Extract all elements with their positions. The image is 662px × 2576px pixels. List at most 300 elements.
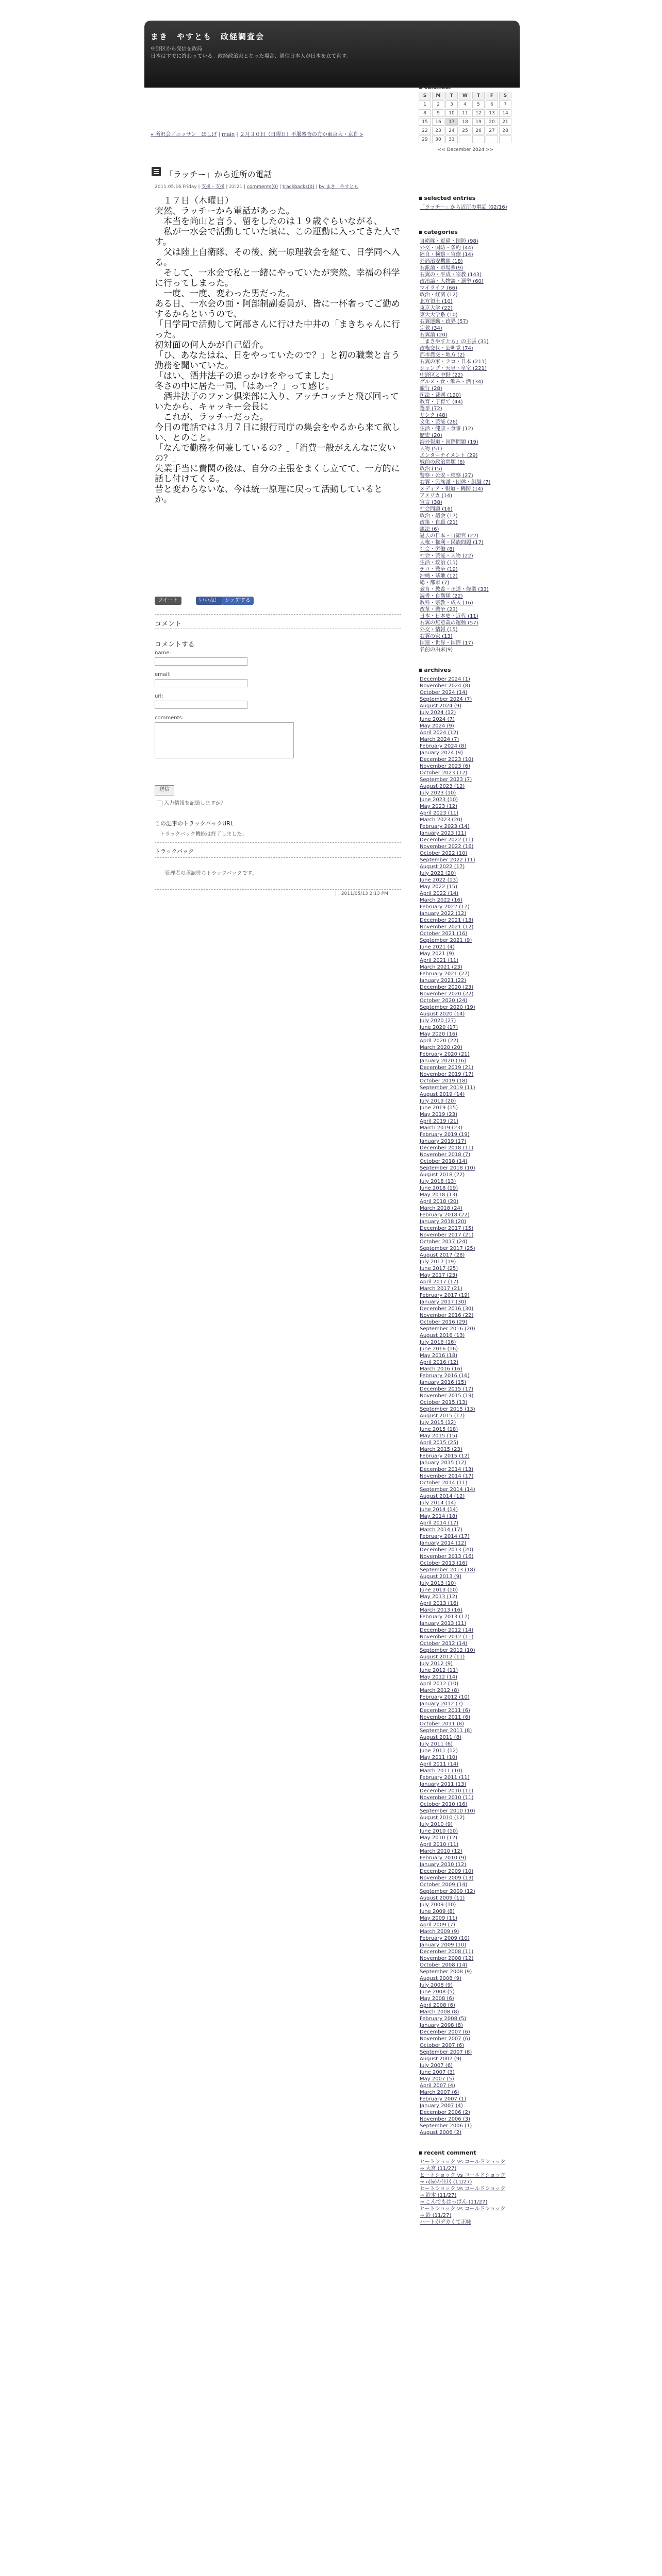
archive-link[interactable]: January 2013 (11): [420, 1621, 467, 1626]
remember-checkbox[interactable]: [157, 801, 162, 806]
archive-link[interactable]: January 2015 (12): [420, 1460, 467, 1466]
archive-link[interactable]: April 2007 (4): [420, 2083, 455, 2089]
archive-link[interactable]: August 2019 (14): [420, 1092, 465, 1097]
next-entry-link[interactable]: ２月３０日（日曜日）不服審査の方か東京大・京自 »: [239, 132, 363, 138]
archive-link[interactable]: January 2023 (11): [420, 831, 467, 836]
archive-link[interactable]: September 2019 (11): [420, 1085, 475, 1091]
calendar-day[interactable]: 31: [445, 135, 458, 143]
category-link[interactable]: 政治 (15): [420, 466, 442, 472]
calendar-day[interactable]: 26: [472, 127, 485, 134]
archive-link[interactable]: May 2020 (16): [420, 1031, 458, 1037]
archive-link[interactable]: October 2024 (14): [420, 690, 468, 696]
recent-comment-link[interactable]: → 司屋の住居 (11/27): [420, 2179, 472, 2185]
category-link[interactable]: 外交・情報 (15): [420, 627, 458, 633]
archive-link[interactable]: December 2014 (13): [420, 1467, 474, 1472]
archive-link[interactable]: May 2019 (23): [420, 1112, 458, 1117]
archive-link[interactable]: June 2008 (5): [420, 1989, 455, 1995]
archive-link[interactable]: July 2013 (10): [420, 1581, 456, 1586]
archive-link[interactable]: July 2014 (14): [420, 1500, 456, 1506]
category-link[interactable]: 海外報道・国際問題 (19): [420, 439, 478, 445]
archive-link[interactable]: April 2016 (12): [420, 1360, 459, 1365]
archive-link[interactable]: July 2015 (12): [420, 1420, 456, 1426]
archive-link[interactable]: March 2015 (23): [420, 1447, 462, 1452]
category-link[interactable]: 歴史 (20): [420, 433, 442, 438]
recent-comment-link[interactable]: ヒートショック vs コールドショック: [420, 2186, 506, 2192]
category-link[interactable]: 「まきやすとも」の主張 (31): [420, 339, 489, 345]
archive-link[interactable]: December 2017 (15): [420, 1226, 474, 1231]
archive-link[interactable]: July 2024 (12): [420, 710, 456, 716]
archive-link[interactable]: December 2022 (11): [420, 837, 474, 843]
category-link[interactable]: 外局治安機関 (18): [420, 259, 463, 264]
calendar-day[interactable]: 1: [419, 100, 431, 108]
category-link[interactable]: 右翼の無意義の運動 (57): [420, 620, 478, 626]
archive-link[interactable]: June 2016 (16): [420, 1346, 458, 1352]
archive-link[interactable]: October 2017 (24): [420, 1239, 468, 1245]
site-title[interactable]: まき やすとも 政経調査会: [151, 32, 265, 41]
archive-link[interactable]: August 2024 (9): [420, 703, 461, 709]
entry-category-link[interactable]: 支援・支援: [201, 184, 225, 190]
entry-title[interactable]: 「ラッチー」から近所の電話: [165, 170, 272, 179]
archive-link[interactable]: March 2023 (20): [420, 817, 462, 823]
recent-comment-link[interactable]: → こんでもはっぱん (11/27): [420, 2199, 488, 2205]
archive-link[interactable]: August 2013 (9): [420, 1574, 461, 1580]
archive-link[interactable]: October 2011 (8): [420, 1721, 464, 1727]
archive-link[interactable]: January 2022 (12): [420, 911, 467, 917]
archive-link[interactable]: May 2013 (12): [420, 1594, 458, 1600]
archive-link[interactable]: August 2009 (11): [420, 1895, 465, 1901]
archive-link[interactable]: December 2013 (20): [420, 1547, 474, 1553]
name-field[interactable]: [155, 657, 247, 666]
category-link[interactable]: 右翼論 (20): [420, 332, 448, 338]
category-link[interactable]: 宗教 (34): [420, 326, 442, 331]
archive-link[interactable]: May 2023 (12): [420, 804, 458, 809]
archive-link[interactable]: February 2013 (17): [420, 1614, 470, 1620]
archive-link[interactable]: May 2010 (12): [420, 1835, 458, 1841]
archive-link[interactable]: February 2008 (5): [420, 2016, 467, 2022]
archive-link[interactable]: July 2011 (6): [420, 1741, 453, 1747]
archive-link[interactable]: March 2017 (21): [420, 1286, 462, 1292]
category-link[interactable]: 政治・経済 (12): [420, 292, 458, 298]
archive-link[interactable]: September 2023 (7): [420, 777, 472, 783]
archive-link[interactable]: January 2009 (10): [420, 1942, 467, 1948]
calendar-day[interactable]: 6: [486, 100, 498, 108]
prev-entry-link[interactable]: « 所沢会／ニッサン ほしげ: [151, 132, 217, 138]
calendar-day[interactable]: 7: [499, 100, 511, 108]
category-link[interactable]: 外交・国防・条約 (44): [420, 245, 473, 251]
archive-link[interactable]: January 2020 (16): [420, 1058, 467, 1064]
archive-link[interactable]: September 2018 (10): [420, 1165, 475, 1171]
archive-link[interactable]: June 2021 (4): [420, 944, 455, 950]
calendar-day[interactable]: 28: [499, 127, 511, 134]
archive-link[interactable]: July 2016 (16): [420, 1340, 456, 1345]
calendar-day[interactable]: 20: [486, 118, 498, 126]
archive-link[interactable]: February 2015 (12): [420, 1453, 470, 1459]
archive-link[interactable]: August 2012 (11): [420, 1654, 465, 1660]
recent-comment-link[interactable]: ヒートショック vs コールドショック: [420, 2206, 506, 2212]
archive-link[interactable]: March 2018 (24): [420, 1206, 462, 1211]
archive-link[interactable]: April 2024 (12): [420, 730, 459, 736]
archive-link[interactable]: March 2013 (16): [420, 1607, 462, 1613]
comments-textarea[interactable]: [155, 722, 294, 758]
archive-link[interactable]: July 2019 (20): [420, 1098, 456, 1104]
category-link[interactable]: 社会・労働 (8): [420, 547, 455, 552]
archive-link[interactable]: May 2018 (13): [420, 1192, 458, 1198]
archive-link[interactable]: November 2015 (19): [420, 1393, 474, 1399]
archive-link[interactable]: February 2012 (10): [420, 1694, 470, 1700]
archive-link[interactable]: August 2016 (13): [420, 1333, 465, 1338]
trackbacks-link[interactable]: trackbacks(0): [282, 184, 315, 190]
category-link[interactable]: 教育・教養・正道・修業 (33): [420, 587, 489, 592]
category-link[interactable]: 教科・宗教・成入 (16): [420, 600, 473, 606]
category-link[interactable]: 旅行 (28): [420, 386, 442, 392]
category-link[interactable]: 人権・権利・民族問題 (17): [420, 540, 484, 546]
archive-link[interactable]: November 2019 (17): [420, 1072, 474, 1077]
archive-link[interactable]: May 2008 (6): [420, 1996, 454, 2002]
archive-link[interactable]: March 2014 (17): [420, 1527, 462, 1533]
category-link[interactable]: アメリカ (14): [420, 493, 453, 499]
archive-link[interactable]: September 2016 (20): [420, 1326, 475, 1332]
archive-link[interactable]: November 2016 (22): [420, 1313, 474, 1318]
calendar-day[interactable]: 19: [472, 118, 485, 126]
archive-link[interactable]: May 2014 (18): [420, 1514, 458, 1519]
category-link[interactable]: 戦前の政治問題 (6): [420, 460, 465, 465]
archive-link[interactable]: November 2018 (7): [420, 1152, 470, 1158]
category-link[interactable]: エンターテイメント (29): [420, 453, 478, 459]
archive-link[interactable]: August 2006 (2): [420, 2130, 461, 2136]
category-link[interactable]: 社会問題 (16): [420, 506, 453, 512]
archive-link[interactable]: October 2014 (11): [420, 1480, 468, 1486]
archive-link[interactable]: October 2021 (16): [420, 931, 468, 937]
archive-link[interactable]: August 2018 (22): [420, 1172, 465, 1178]
calendar-day[interactable]: 4: [459, 100, 471, 108]
calendar-day[interactable]: 11: [459, 109, 471, 117]
archive-link[interactable]: March 2021 (23): [420, 964, 462, 970]
archive-link[interactable]: February 2010 (9): [420, 1855, 467, 1861]
archive-link[interactable]: February 2009 (10): [420, 1936, 470, 1941]
category-link[interactable]: テロ・戦争 (19): [420, 567, 458, 572]
archive-link[interactable]: February 2021 (27): [420, 971, 470, 977]
archive-link[interactable]: June 2013 (10): [420, 1587, 458, 1593]
archive-link[interactable]: February 2014 (17): [420, 1534, 470, 1539]
archive-link[interactable]: September 2013 (18): [420, 1567, 475, 1573]
archive-link[interactable]: May 2024 (9): [420, 723, 454, 729]
calendar-day[interactable]: 21: [499, 118, 511, 126]
archive-link[interactable]: April 2011 (14): [420, 1761, 459, 1767]
category-link[interactable]: 司法・裁判 (120): [420, 393, 461, 398]
archive-link[interactable]: March 2019 (23): [420, 1125, 462, 1131]
archive-link[interactable]: December 2009 (10): [420, 1869, 474, 1874]
calendar-day[interactable]: 29: [419, 135, 431, 143]
archive-link[interactable]: October 2010 (16): [420, 1802, 468, 1807]
category-link[interactable]: 政権交代・公明党 (74): [420, 346, 473, 351]
recent-comment-link[interactable]: ヒートショック vs コールドショック: [420, 2159, 506, 2165]
archive-link[interactable]: April 2010 (11): [420, 1842, 459, 1848]
category-link[interactable]: 文化・芸能 (26): [420, 419, 458, 425]
archive-link[interactable]: April 2023 (11): [420, 810, 459, 816]
category-link[interactable]: リンク (48): [420, 413, 448, 418]
archive-link[interactable]: January 2012 (7): [420, 1701, 463, 1707]
archive-link[interactable]: December 2006 (2): [420, 2110, 470, 2115]
archive-link[interactable]: September 2021 (9): [420, 938, 472, 943]
category-link[interactable]: 人物 (51): [420, 446, 442, 452]
calendar-day[interactable]: 15: [419, 118, 431, 126]
archive-link[interactable]: February 2022 (17): [420, 904, 470, 910]
category-link[interactable]: マイライフ (66): [420, 285, 457, 291]
archive-link[interactable]: March 2020 (20): [420, 1045, 462, 1050]
archive-link[interactable]: April 2017 (17): [420, 1279, 459, 1285]
archive-link[interactable]: November 2021 (12): [420, 924, 474, 930]
category-link[interactable]: 政策・自殺 (21): [420, 520, 458, 526]
archive-link[interactable]: March 2008 (8): [420, 2009, 459, 2015]
category-link[interactable]: 名前の由来(9): [420, 647, 453, 653]
archive-link[interactable]: January 2007 (4): [420, 2103, 463, 2109]
archive-link[interactable]: June 2022 (13): [420, 877, 458, 883]
archive-link[interactable]: May 2015 (15): [420, 1433, 458, 1439]
archive-link[interactable]: December 2019 (21): [420, 1065, 474, 1071]
archive-link[interactable]: January 2021 (22): [420, 978, 467, 984]
category-link[interactable]: 国連・世界・国際 (17): [420, 640, 473, 646]
category-link[interactable]: 陸自・検察・官僚 (14): [420, 252, 473, 258]
archive-link[interactable]: October 2020 (24): [420, 998, 468, 1004]
archive-link[interactable]: April 2021 (11): [420, 958, 459, 963]
archive-link[interactable]: January 2018 (20): [420, 1219, 467, 1225]
archive-link[interactable]: November 2009 (13): [420, 1875, 474, 1881]
archive-link[interactable]: June 2019 (15): [420, 1105, 458, 1111]
archive-link[interactable]: March 2009 (9): [420, 1929, 459, 1935]
archive-link[interactable]: February 2011 (11): [420, 1775, 470, 1781]
archive-link[interactable]: February 2007 (1): [420, 2096, 467, 2102]
archive-link[interactable]: December 2010 (11): [420, 1788, 474, 1794]
archive-link[interactable]: September 2020 (19): [420, 1005, 475, 1010]
archive-link[interactable]: June 2024 (7): [420, 717, 455, 722]
archive-link[interactable]: October 2016 (29): [420, 1319, 468, 1325]
archive-link[interactable]: September 2015 (13): [420, 1406, 475, 1412]
archive-link[interactable]: April 2018 (20): [420, 1199, 459, 1205]
archive-link[interactable]: January 2014 (12): [420, 1540, 467, 1546]
email-field[interactable]: [155, 679, 247, 687]
archive-link[interactable]: August 2008 (9): [420, 1976, 461, 1981]
archive-link[interactable]: June 2014 (14): [420, 1507, 458, 1513]
archive-link[interactable]: September 2010 (10): [420, 1808, 475, 1814]
archive-link[interactable]: September 2022 (11): [420, 857, 475, 863]
category-link[interactable]: 総・都市 (7): [420, 580, 450, 586]
category-link[interactable]: 東京大学 (22): [420, 306, 453, 311]
calendar-day[interactable]: 30: [432, 135, 444, 143]
archive-link[interactable]: November 2017 (21): [420, 1232, 474, 1238]
category-link[interactable]: 日本・日本史・近代 (11): [420, 614, 478, 619]
archive-link[interactable]: January 2017 (30): [420, 1299, 467, 1305]
calendar-day[interactable]: 12: [472, 109, 485, 117]
category-link[interactable]: 中野区と中野 (22): [420, 372, 463, 378]
archive-link[interactable]: February 2017 (19): [420, 1293, 470, 1298]
archive-link[interactable]: May 2012 (14): [420, 1674, 458, 1680]
recent-comment-link[interactable]: → 鈴 (11/27): [420, 2213, 452, 2218]
archive-link[interactable]: December 2015 (17): [420, 1386, 474, 1392]
category-link[interactable]: 選挙 (72): [420, 406, 442, 412]
archive-link[interactable]: August 2007 (9): [420, 2056, 461, 2062]
archive-link[interactable]: July 2007 (6): [420, 2063, 453, 2069]
calendar-day[interactable]: 13: [486, 109, 498, 117]
archive-link[interactable]: December 2021 (13): [420, 918, 474, 923]
category-link[interactable]: 東大大学系 (10): [420, 312, 458, 318]
archive-link[interactable]: September 2014 (14): [420, 1487, 475, 1493]
category-link[interactable]: 右翼・民族派・団体・組織 (7): [420, 480, 491, 485]
category-link[interactable]: 生活・政治 (11): [420, 560, 458, 566]
calendar-nav[interactable]: << December 2024 >>: [437, 147, 494, 152]
archive-link[interactable]: November 2023 (6): [420, 764, 470, 769]
archive-link[interactable]: March 2010 (12): [420, 1849, 462, 1854]
selected-entry-link[interactable]: 「ラッチー」から近所の電話 (02/16): [420, 205, 507, 210]
category-link[interactable]: メディア・報道・機関 (14): [420, 486, 483, 492]
archive-link[interactable]: December 2016 (30): [420, 1306, 474, 1312]
category-link[interactable]: 憲法 (6): [420, 527, 439, 532]
archive-link[interactable]: April 2008 (6): [420, 2003, 455, 2008]
calendar-day[interactable]: 27: [486, 127, 498, 134]
archive-link[interactable]: December 2011 (6): [420, 1708, 470, 1714]
archive-link[interactable]: February 2016 (16): [420, 1373, 470, 1379]
calendar-day[interactable]: 25: [459, 127, 471, 134]
archive-link[interactable]: November 2013 (16): [420, 1554, 474, 1560]
archive-link[interactable]: August 2011 (8): [420, 1735, 461, 1740]
archive-link[interactable]: October 2012 (14): [420, 1641, 468, 1647]
archive-link[interactable]: May 2016 (18): [420, 1353, 458, 1359]
archive-link[interactable]: June 2020 (17): [420, 1025, 458, 1030]
archive-link[interactable]: February 2020 (21): [420, 1052, 470, 1057]
archive-link[interactable]: September 2008 (9): [420, 1969, 472, 1975]
archive-link[interactable]: April 2014 (17): [420, 1520, 459, 1526]
archive-link[interactable]: May 2021 (9): [420, 951, 454, 957]
share-button[interactable]: シェアする: [222, 597, 254, 605]
archive-link[interactable]: April 2012 (10): [420, 1681, 459, 1687]
archive-link[interactable]: July 2022 (20): [420, 871, 456, 876]
archive-link[interactable]: April 2019 (21): [420, 1118, 459, 1124]
archive-link[interactable]: March 2012 (8): [420, 1688, 459, 1693]
archive-link[interactable]: January 2016 (15): [420, 1380, 467, 1385]
archive-link[interactable]: June 2009 (8): [420, 1909, 455, 1914]
archive-link[interactable]: February 2023 (14): [420, 824, 470, 829]
archive-link[interactable]: November 2024 (8): [420, 683, 470, 689]
calendar-day[interactable]: 8: [419, 109, 431, 117]
archive-link[interactable]: August 2010 (12): [420, 1815, 465, 1821]
archive-link[interactable]: July 2010 (9): [420, 1822, 453, 1827]
archive-link[interactable]: April 2015 (25): [420, 1440, 459, 1446]
archive-link[interactable]: April 2009 (7): [420, 1922, 455, 1928]
calendar-day[interactable]: 17: [445, 118, 458, 126]
recent-comment-link[interactable]: → 大宮 (11/27): [420, 2166, 457, 2172]
archive-link[interactable]: November 2020 (22): [420, 991, 474, 997]
archive-link[interactable]: December 2023 (10): [420, 757, 474, 762]
submit-button[interactable]: 送信: [155, 785, 174, 795]
archive-link[interactable]: July 2020 (27): [420, 1018, 456, 1024]
tweet-button[interactable]: ツイート: [155, 597, 181, 605]
archive-link[interactable]: March 2024 (7): [420, 737, 459, 742]
category-link[interactable]: 右翼の・平成・宗教 (143): [420, 272, 482, 278]
archive-link[interactable]: August 2022 (17): [420, 864, 465, 870]
recent-comment-link[interactable]: ヒートショック vs コールドショック: [420, 2173, 506, 2178]
category-link[interactable]: 沖縄・基地 (12): [420, 573, 458, 579]
archive-link[interactable]: August 2015 (17): [420, 1413, 465, 1419]
category-link[interactable]: 都市農交・地方 (2): [420, 352, 465, 358]
main-link[interactable]: main: [222, 132, 235, 138]
archive-link[interactable]: August 2014 (12): [420, 1494, 465, 1499]
archive-link[interactable]: June 2015 (18): [420, 1427, 458, 1432]
archive-link[interactable]: August 2020 (14): [420, 1011, 465, 1017]
archive-link[interactable]: January 2010 (12): [420, 1862, 467, 1868]
archive-link[interactable]: December 2007 (6): [420, 2029, 470, 2035]
archive-link[interactable]: November 2022 (16): [420, 844, 474, 850]
archive-link[interactable]: October 2007 (6): [420, 2043, 464, 2048]
archive-link[interactable]: September 2006 (1): [420, 2123, 472, 2129]
author-link[interactable]: by まき やすとも: [319, 184, 359, 190]
archive-link[interactable]: September 2011 (8): [420, 1728, 472, 1734]
category-link[interactable]: 宣言 (38): [420, 500, 442, 505]
archive-link[interactable]: July 2018 (13): [420, 1179, 456, 1184]
category-link[interactable]: 北方領土 (10): [420, 299, 453, 304]
category-link[interactable]: 政治・議会 (17): [420, 513, 458, 519]
calendar-day[interactable]: 3: [445, 100, 458, 108]
category-link[interactable]: 右翼の家・テロ・日本 (211): [420, 359, 487, 365]
comments-link[interactable]: comments(0): [246, 184, 278, 190]
archive-link[interactable]: August 2017 (28): [420, 1252, 465, 1258]
archive-link[interactable]: February 2024 (8): [420, 743, 467, 749]
category-link[interactable]: シャンプ・天皇・皇室 (221): [420, 366, 487, 371]
calendar-day[interactable]: 16: [432, 118, 444, 126]
archive-link[interactable]: November 2007 (6): [420, 2036, 470, 2042]
url-field[interactable]: [155, 701, 247, 709]
category-link[interactable]: グルメ・食・飲み・酒 (34): [420, 379, 484, 385]
archive-link[interactable]: May 2011 (10): [420, 1755, 458, 1760]
archive-link[interactable]: September 2024 (7): [420, 697, 472, 702]
archive-link[interactable]: December 2008 (11): [420, 1949, 474, 1955]
archive-link[interactable]: January 2011 (13): [420, 1782, 467, 1787]
like-button[interactable]: いいね！: [196, 597, 223, 605]
archive-link[interactable]: March 2016 (16): [420, 1366, 462, 1372]
archive-link[interactable]: September 2017 (25): [420, 1246, 475, 1251]
archive-link[interactable]: February 2019 (19): [420, 1132, 470, 1138]
archive-link[interactable]: March 2022 (16): [420, 897, 462, 903]
archive-link[interactable]: June 2007 (3): [420, 2070, 455, 2075]
category-link[interactable]: 自衛隊・軍備・国防 (98): [420, 239, 478, 244]
category-link[interactable]: 右派論・市場系(9): [420, 265, 464, 271]
calendar-day[interactable]: 2: [432, 100, 444, 108]
archive-link[interactable]: April 2020 (22): [420, 1038, 459, 1044]
archive-link[interactable]: November 2010 (11): [420, 1795, 474, 1801]
archive-link[interactable]: May 2022 (15): [420, 884, 458, 890]
category-link[interactable]: 改革・戦争 (23): [420, 607, 458, 613]
archive-link[interactable]: December 2018 (11): [420, 1145, 474, 1151]
archive-link[interactable]: November 2006 (3): [420, 2116, 470, 2122]
calendar-day[interactable]: 9: [432, 109, 444, 117]
category-link[interactable]: 社会・芸能・人物 (22): [420, 553, 473, 559]
archive-link[interactable]: October 2009 (14): [420, 1882, 468, 1888]
archive-link[interactable]: January 2019 (17): [420, 1139, 467, 1144]
archive-link[interactable]: March 2007 (6): [420, 2090, 459, 2095]
archive-link[interactable]: November 2012 (11): [420, 1634, 474, 1640]
archive-link[interactable]: April 2013 (16): [420, 1601, 459, 1606]
archive-link[interactable]: June 2018 (19): [420, 1185, 458, 1191]
archive-link[interactable]: October 2018 (14): [420, 1159, 468, 1164]
archive-link[interactable]: July 2008 (9): [420, 1982, 453, 1988]
archive-link[interactable]: June 2023 (10): [420, 797, 458, 803]
calendar-day[interactable]: 24: [445, 127, 458, 134]
category-link[interactable]: 過去の日本・自衛官 (22): [420, 533, 478, 539]
archive-link[interactable]: May 2007 (5): [420, 2076, 454, 2082]
category-link[interactable]: 右翼運動・政界 (57): [420, 319, 468, 325]
recent-comment-link[interactable]: ハートがデカくて正味: [420, 2219, 471, 2225]
archive-link[interactable]: October 2019 (18): [420, 1078, 468, 1084]
archive-link[interactable]: December 2020 (23): [420, 985, 474, 990]
archive-link[interactable]: June 2012 (11): [420, 1668, 458, 1673]
